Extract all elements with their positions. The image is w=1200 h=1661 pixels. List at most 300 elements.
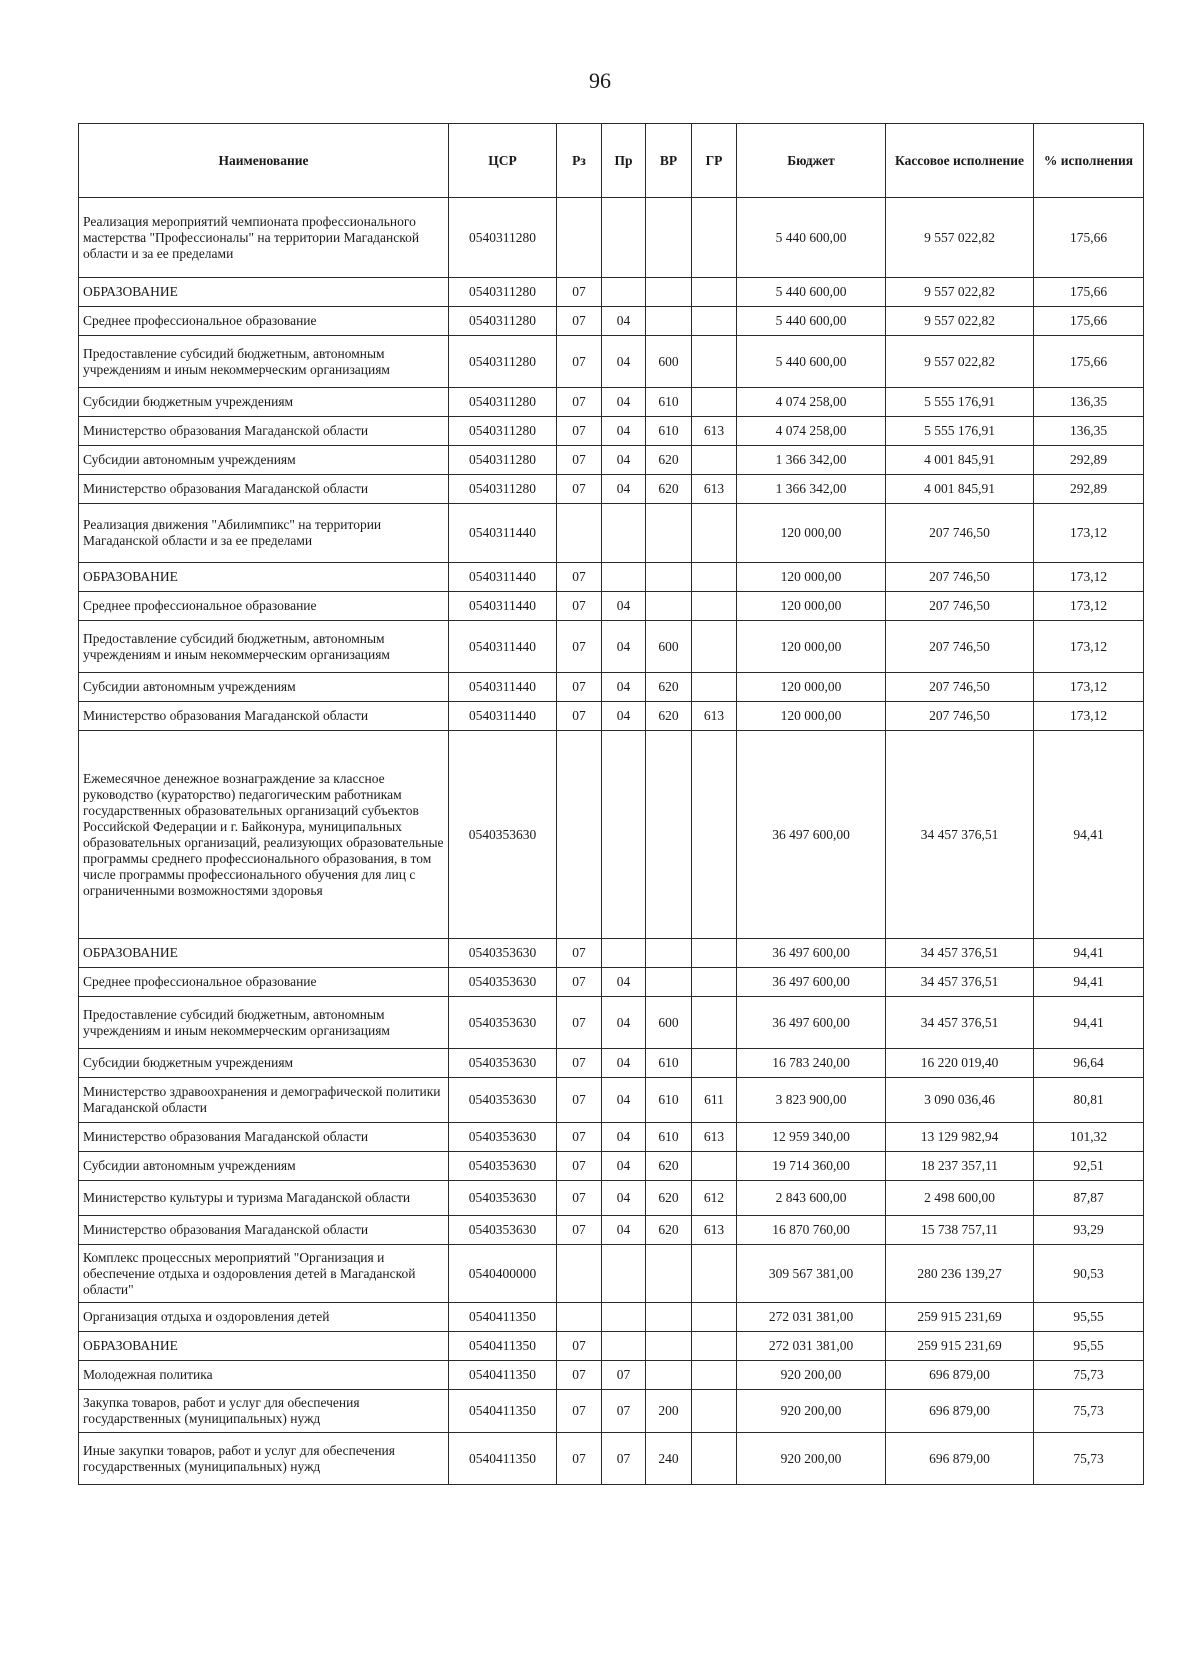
cell-name: Министерство образования Магаданской области (79, 1216, 449, 1245)
cell-pr: 04 (602, 446, 646, 475)
cell-execution: 207 746,50 (886, 621, 1034, 673)
table-row (79, 1078, 1144, 1123)
header-name: Наименование (79, 124, 449, 198)
header-budget: Бюджет (737, 124, 886, 198)
cell-name: Министерство образования Магаданской области (79, 1123, 449, 1152)
cell-pr: 04 (602, 673, 646, 702)
cell-execution: 34 457 376,51 (886, 997, 1034, 1049)
cell-name: ОБРАЗОВАНИЕ (79, 1332, 449, 1361)
cell-name: Предоставление субсидий бюджетным, автономным учреждениям и иным некоммерческим организациям (79, 621, 449, 673)
cell-budget: 36 497 600,00 (737, 731, 886, 939)
cell-budget: 5 440 600,00 (737, 278, 886, 307)
cell-vr: 610 (646, 1049, 692, 1078)
cell-gr (692, 968, 737, 997)
cell-percent: 75,73 (1034, 1433, 1144, 1485)
table-row (79, 968, 1144, 997)
cell-budget: 120 000,00 (737, 504, 886, 563)
cell-pr: 04 (602, 1123, 646, 1152)
cell-budget: 120 000,00 (737, 621, 886, 673)
cell-budget: 16 870 760,00 (737, 1216, 886, 1245)
cell-name: Иные закупки товаров, работ и услуг для обеспечения государственных (муниципальных) нужд (79, 1433, 449, 1485)
cell-gr (692, 621, 737, 673)
cell-gr (692, 278, 737, 307)
cell-rz: 07 (557, 1078, 602, 1123)
cell-percent: 90,53 (1034, 1245, 1144, 1303)
cell-gr (692, 1433, 737, 1485)
cell-pr (602, 563, 646, 592)
cell-budget: 920 200,00 (737, 1433, 886, 1485)
cell-percent: 94,41 (1034, 997, 1144, 1049)
cell-rz: 07 (557, 475, 602, 504)
cell-csr: 0540400000 (449, 1245, 557, 1303)
table-header-row (79, 124, 1144, 198)
cell-csr: 0540411350 (449, 1303, 557, 1332)
cell-gr (692, 336, 737, 388)
cell-rz: 07 (557, 307, 602, 336)
cell-name: Среднее профессиональное образование (79, 307, 449, 336)
page-number: 96 (589, 68, 611, 93)
cell-budget: 4 074 258,00 (737, 388, 886, 417)
cell-pr: 04 (602, 336, 646, 388)
cell-csr: 0540353630 (449, 1216, 557, 1245)
cell-vr (646, 592, 692, 621)
cell-rz (557, 731, 602, 939)
cell-execution: 9 557 022,82 (886, 336, 1034, 388)
cell-vr: 610 (646, 388, 692, 417)
cell-gr: 613 (692, 1216, 737, 1245)
cell-percent: 173,12 (1034, 563, 1144, 592)
table-row (79, 198, 1144, 278)
table-row (79, 278, 1144, 307)
cell-csr: 0540353630 (449, 1078, 557, 1123)
cell-vr (646, 1361, 692, 1390)
cell-execution: 3 090 036,46 (886, 1078, 1034, 1123)
cell-rz: 07 (557, 1433, 602, 1485)
cell-percent: 95,55 (1034, 1303, 1144, 1332)
cell-gr (692, 504, 737, 563)
table-row (79, 1303, 1144, 1332)
cell-gr (692, 1332, 737, 1361)
cell-budget: 120 000,00 (737, 702, 886, 731)
cell-execution: 13 129 982,94 (886, 1123, 1034, 1152)
table-row (79, 475, 1144, 504)
cell-rz: 07 (557, 702, 602, 731)
cell-gr: 611 (692, 1078, 737, 1123)
cell-vr: 620 (646, 1216, 692, 1245)
table-body (79, 198, 1144, 1485)
cell-vr: 620 (646, 1181, 692, 1216)
cell-pr: 04 (602, 592, 646, 621)
budget-table (78, 123, 1144, 1485)
cell-csr: 0540353630 (449, 939, 557, 968)
cell-execution: 16 220 019,40 (886, 1049, 1034, 1078)
cell-percent: 136,35 (1034, 388, 1144, 417)
table-row (79, 1123, 1144, 1152)
cell-csr: 0540411350 (449, 1361, 557, 1390)
table-row (79, 1181, 1144, 1216)
cell-budget: 3 823 900,00 (737, 1078, 886, 1123)
cell-percent: 175,66 (1034, 307, 1144, 336)
cell-pr (602, 939, 646, 968)
cell-percent: 94,41 (1034, 731, 1144, 939)
cell-budget: 19 714 360,00 (737, 1152, 886, 1181)
cell-pr: 04 (602, 417, 646, 446)
cell-percent: 173,12 (1034, 592, 1144, 621)
cell-rz: 07 (557, 1216, 602, 1245)
table-row (79, 336, 1144, 388)
table-row (79, 997, 1144, 1049)
cell-vr: 600 (646, 621, 692, 673)
cell-pr: 04 (602, 1049, 646, 1078)
cell-gr: 612 (692, 1181, 737, 1216)
cell-execution: 15 738 757,11 (886, 1216, 1034, 1245)
cell-rz: 07 (557, 388, 602, 417)
cell-csr: 0540311440 (449, 621, 557, 673)
cell-budget: 2 843 600,00 (737, 1181, 886, 1216)
cell-pr: 07 (602, 1390, 646, 1433)
cell-name: ОБРАЗОВАНИЕ (79, 278, 449, 307)
header-execution: Кассовое исполнение (886, 124, 1034, 198)
cell-gr (692, 446, 737, 475)
cell-name: ОБРАЗОВАНИЕ (79, 563, 449, 592)
cell-gr (692, 1245, 737, 1303)
table-row (79, 388, 1144, 417)
cell-budget: 5 440 600,00 (737, 307, 886, 336)
cell-budget: 12 959 340,00 (737, 1123, 886, 1152)
cell-execution: 9 557 022,82 (886, 278, 1034, 307)
cell-rz: 07 (557, 673, 602, 702)
cell-csr: 0540353630 (449, 1123, 557, 1152)
cell-budget: 4 074 258,00 (737, 417, 886, 446)
cell-pr: 04 (602, 1216, 646, 1245)
cell-execution: 34 457 376,51 (886, 939, 1034, 968)
cell-name: Ежемесячное денежное вознаграждение за классное руководство (кураторство) педагогическим работникам государственных образовательных организаций субъектов Российской Федерации и г. Байконура, муниципальных образовательных организаций, реализующих образовательные программы среднего профессионального образования, в том числе программы профессионального обучения для лиц с ограниченными возможностями здоровья (79, 731, 449, 939)
cell-vr (646, 1303, 692, 1332)
table-row (79, 1216, 1144, 1245)
table-row (79, 731, 1144, 939)
cell-budget: 920 200,00 (737, 1390, 886, 1433)
cell-percent: 75,73 (1034, 1390, 1144, 1433)
cell-execution: 4 001 845,91 (886, 475, 1034, 504)
cell-name: Министерство образования Магаданской области (79, 702, 449, 731)
cell-name: Реализация мероприятий чемпионата профессионального мастерства "Профессионалы" на территории Магаданской области и за ее пределами (79, 198, 449, 278)
table-row (79, 446, 1144, 475)
cell-name: Комплекс процессных мероприятий "Организация и обеспечение отдыха и оздоровления детей в Магаданской области" (79, 1245, 449, 1303)
cell-gr (692, 1361, 737, 1390)
cell-budget: 272 031 381,00 (737, 1303, 886, 1332)
cell-rz (557, 1245, 602, 1303)
cell-csr: 0540411350 (449, 1433, 557, 1485)
cell-budget: 309 567 381,00 (737, 1245, 886, 1303)
cell-name: Министерство здравоохранения и демографической политики Магаданской области (79, 1078, 449, 1123)
cell-pr (602, 1332, 646, 1361)
cell-name: Министерство образования Магаданской области (79, 475, 449, 504)
cell-gr: 613 (692, 1123, 737, 1152)
cell-vr: 610 (646, 417, 692, 446)
cell-pr: 04 (602, 968, 646, 997)
cell-gr (692, 731, 737, 939)
cell-execution: 9 557 022,82 (886, 198, 1034, 278)
table-row (79, 504, 1144, 563)
cell-pr: 04 (602, 475, 646, 504)
header-rz: Рз (557, 124, 602, 198)
cell-percent: 173,12 (1034, 504, 1144, 563)
cell-execution: 34 457 376,51 (886, 731, 1034, 939)
cell-csr: 0540311280 (449, 475, 557, 504)
cell-csr: 0540353630 (449, 1181, 557, 1216)
table-row (79, 307, 1144, 336)
cell-vr: 620 (646, 475, 692, 504)
header-csr: ЦСР (449, 124, 557, 198)
cell-budget: 120 000,00 (737, 673, 886, 702)
cell-vr: 610 (646, 1078, 692, 1123)
cell-csr: 0540411350 (449, 1390, 557, 1433)
cell-vr (646, 731, 692, 939)
cell-rz: 07 (557, 1332, 602, 1361)
cell-rz: 07 (557, 1181, 602, 1216)
cell-gr (692, 198, 737, 278)
cell-execution: 18 237 357,11 (886, 1152, 1034, 1181)
cell-pr: 07 (602, 1361, 646, 1390)
cell-csr: 0540353630 (449, 731, 557, 939)
cell-rz: 07 (557, 997, 602, 1049)
cell-name: Организация отдыха и оздоровления детей (79, 1303, 449, 1332)
cell-rz: 07 (557, 278, 602, 307)
cell-csr: 0540311440 (449, 592, 557, 621)
cell-rz (557, 198, 602, 278)
cell-rz: 07 (557, 563, 602, 592)
cell-rz: 07 (557, 939, 602, 968)
cell-percent: 173,12 (1034, 621, 1144, 673)
cell-vr: 620 (646, 1152, 692, 1181)
cell-gr (692, 1049, 737, 1078)
table-row (79, 417, 1144, 446)
cell-budget: 5 440 600,00 (737, 336, 886, 388)
cell-csr: 0540311280 (449, 278, 557, 307)
cell-gr (692, 563, 737, 592)
cell-gr (692, 997, 737, 1049)
cell-name: Субсидии автономным учреждениям (79, 1152, 449, 1181)
cell-pr (602, 1303, 646, 1332)
cell-execution: 207 746,50 (886, 563, 1034, 592)
cell-csr: 0540353630 (449, 1049, 557, 1078)
cell-execution: 207 746,50 (886, 702, 1034, 731)
cell-vr (646, 1332, 692, 1361)
cell-execution: 207 746,50 (886, 504, 1034, 563)
cell-csr: 0540311440 (449, 673, 557, 702)
cell-rz: 07 (557, 1049, 602, 1078)
cell-name: Предоставление субсидий бюджетным, автономным учреждениям и иным некоммерческим организациям (79, 997, 449, 1049)
cell-rz: 07 (557, 417, 602, 446)
cell-vr (646, 563, 692, 592)
cell-pr (602, 731, 646, 939)
cell-name: Молодежная политика (79, 1361, 449, 1390)
cell-percent: 95,55 (1034, 1332, 1144, 1361)
cell-csr: 0540411350 (449, 1332, 557, 1361)
cell-rz: 07 (557, 446, 602, 475)
cell-percent: 175,66 (1034, 336, 1144, 388)
cell-vr (646, 278, 692, 307)
cell-csr: 0540311440 (449, 504, 557, 563)
cell-vr: 620 (646, 446, 692, 475)
cell-percent: 173,12 (1034, 673, 1144, 702)
cell-vr (646, 939, 692, 968)
cell-percent: 96,64 (1034, 1049, 1144, 1078)
table-row (79, 1245, 1144, 1303)
cell-execution: 259 915 231,69 (886, 1303, 1034, 1332)
header-pr: Пр (602, 124, 646, 198)
cell-budget: 120 000,00 (737, 563, 886, 592)
table-row (79, 1332, 1144, 1361)
cell-pr: 04 (602, 388, 646, 417)
cell-gr: 613 (692, 702, 737, 731)
cell-gr (692, 1152, 737, 1181)
cell-vr: 610 (646, 1123, 692, 1152)
cell-vr (646, 1245, 692, 1303)
cell-budget: 920 200,00 (737, 1361, 886, 1390)
cell-pr: 07 (602, 1433, 646, 1485)
cell-budget: 36 497 600,00 (737, 997, 886, 1049)
cell-pr (602, 278, 646, 307)
cell-gr (692, 673, 737, 702)
cell-csr: 0540311280 (449, 336, 557, 388)
cell-pr: 04 (602, 702, 646, 731)
cell-gr: 613 (692, 475, 737, 504)
table-row (79, 621, 1144, 673)
table-row (79, 673, 1144, 702)
cell-percent: 173,12 (1034, 702, 1144, 731)
cell-vr: 600 (646, 997, 692, 1049)
cell-percent: 292,89 (1034, 475, 1144, 504)
cell-name: Реализация движения "Абилимпикс" на территории Магаданской области и за ее пределами (79, 504, 449, 563)
cell-execution: 207 746,50 (886, 592, 1034, 621)
table-row (79, 1152, 1144, 1181)
cell-csr: 0540311440 (449, 563, 557, 592)
cell-percent: 92,51 (1034, 1152, 1144, 1181)
cell-vr: 620 (646, 673, 692, 702)
cell-name: Закупка товаров, работ и услуг для обеспечения государственных (муниципальных) нужд (79, 1390, 449, 1433)
cell-gr (692, 592, 737, 621)
cell-execution: 5 555 176,91 (886, 417, 1034, 446)
cell-budget: 272 031 381,00 (737, 1332, 886, 1361)
cell-percent: 80,81 (1034, 1078, 1144, 1123)
cell-vr: 200 (646, 1390, 692, 1433)
cell-rz: 07 (557, 1123, 602, 1152)
cell-budget: 36 497 600,00 (737, 968, 886, 997)
cell-budget: 1 366 342,00 (737, 446, 886, 475)
cell-gr (692, 1390, 737, 1433)
table-row (79, 1361, 1144, 1390)
cell-name: Субсидии бюджетным учреждениям (79, 1049, 449, 1078)
cell-execution: 696 879,00 (886, 1361, 1034, 1390)
cell-csr: 0540311280 (449, 198, 557, 278)
cell-budget: 120 000,00 (737, 592, 886, 621)
cell-gr (692, 388, 737, 417)
cell-name: Субсидии автономным учреждениям (79, 446, 449, 475)
cell-csr: 0540311280 (449, 307, 557, 336)
cell-name: Субсидии бюджетным учреждениям (79, 388, 449, 417)
cell-rz: 07 (557, 1361, 602, 1390)
cell-percent: 136,35 (1034, 417, 1144, 446)
cell-pr: 04 (602, 1152, 646, 1181)
cell-execution: 9 557 022,82 (886, 307, 1034, 336)
cell-percent: 94,41 (1034, 968, 1144, 997)
cell-csr: 0540311280 (449, 388, 557, 417)
cell-csr: 0540311280 (449, 446, 557, 475)
table-row (79, 1049, 1144, 1078)
header-percent: % исполнения (1034, 124, 1144, 198)
cell-vr: 240 (646, 1433, 692, 1485)
cell-pr: 04 (602, 1078, 646, 1123)
cell-name: Среднее профессиональное образование (79, 592, 449, 621)
cell-vr (646, 307, 692, 336)
cell-budget: 36 497 600,00 (737, 939, 886, 968)
cell-vr (646, 968, 692, 997)
cell-execution: 4 001 845,91 (886, 446, 1034, 475)
cell-budget: 5 440 600,00 (737, 198, 886, 278)
cell-execution: 280 236 139,27 (886, 1245, 1034, 1303)
cell-budget: 1 366 342,00 (737, 475, 886, 504)
cell-name: ОБРАЗОВАНИЕ (79, 939, 449, 968)
cell-name: Министерство образования Магаданской области (79, 417, 449, 446)
header-vr: ВР (646, 124, 692, 198)
cell-percent: 87,87 (1034, 1181, 1144, 1216)
cell-name: Министерство культуры и туризма Магаданской области (79, 1181, 449, 1216)
cell-pr: 04 (602, 997, 646, 1049)
cell-pr (602, 1245, 646, 1303)
cell-execution: 34 457 376,51 (886, 968, 1034, 997)
cell-name: Среднее профессиональное образование (79, 968, 449, 997)
cell-pr: 04 (602, 621, 646, 673)
cell-rz: 07 (557, 968, 602, 997)
cell-execution: 259 915 231,69 (886, 1332, 1034, 1361)
table-row (79, 939, 1144, 968)
cell-percent: 175,66 (1034, 278, 1144, 307)
cell-percent: 94,41 (1034, 939, 1144, 968)
cell-rz: 07 (557, 336, 602, 388)
cell-csr: 0540353630 (449, 968, 557, 997)
cell-execution: 5 555 176,91 (886, 388, 1034, 417)
cell-pr (602, 504, 646, 563)
cell-percent: 101,32 (1034, 1123, 1144, 1152)
cell-rz (557, 1303, 602, 1332)
cell-execution: 696 879,00 (886, 1390, 1034, 1433)
cell-rz: 07 (557, 621, 602, 673)
cell-pr: 04 (602, 1181, 646, 1216)
cell-execution: 696 879,00 (886, 1433, 1034, 1485)
cell-percent: 292,89 (1034, 446, 1144, 475)
table-row (79, 592, 1144, 621)
cell-gr (692, 939, 737, 968)
cell-pr (602, 198, 646, 278)
cell-vr (646, 198, 692, 278)
cell-vr: 600 (646, 336, 692, 388)
cell-percent: 75,73 (1034, 1361, 1144, 1390)
cell-execution: 207 746,50 (886, 673, 1034, 702)
cell-csr: 0540311280 (449, 417, 557, 446)
cell-rz (557, 504, 602, 563)
cell-vr: 620 (646, 702, 692, 731)
cell-csr: 0540353630 (449, 997, 557, 1049)
cell-csr: 0540311440 (449, 702, 557, 731)
cell-percent: 175,66 (1034, 198, 1144, 278)
cell-rz: 07 (557, 592, 602, 621)
header-gr: ГР (692, 124, 737, 198)
table-row (79, 1433, 1144, 1485)
table-row (79, 563, 1144, 592)
cell-pr: 04 (602, 307, 646, 336)
cell-rz: 07 (557, 1152, 602, 1181)
